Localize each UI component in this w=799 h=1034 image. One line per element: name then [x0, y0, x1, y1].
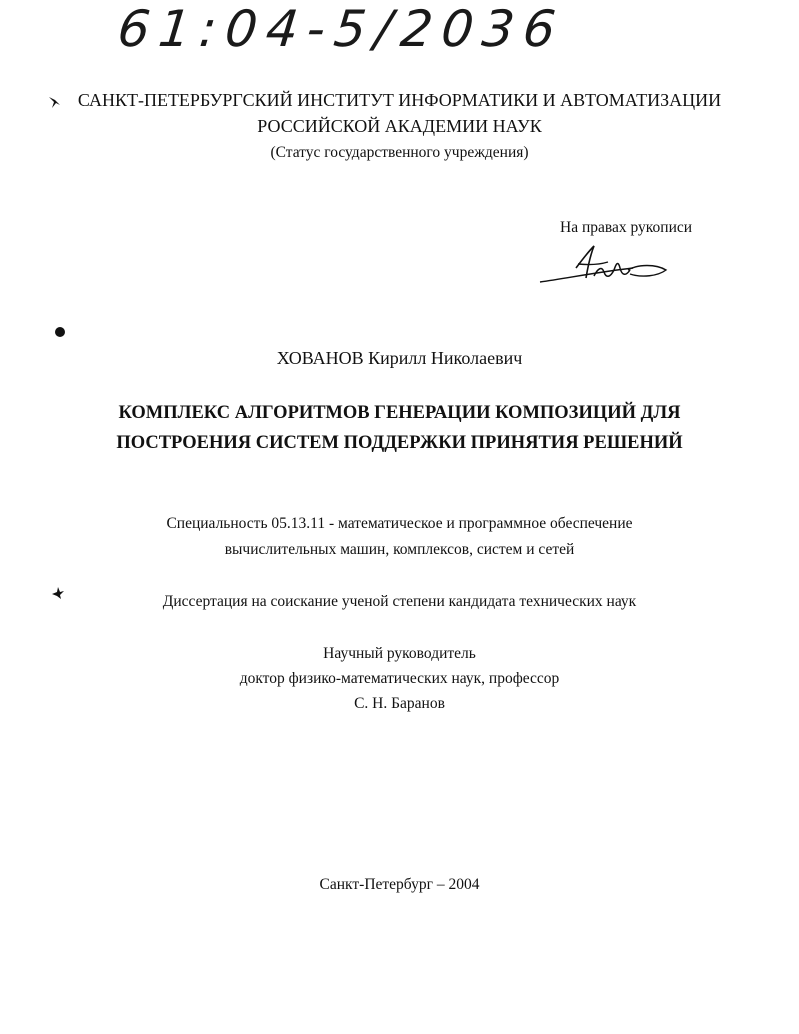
- archive-code-handwritten: 61:04-5/2036: [114, 0, 568, 58]
- institution-name-line2: РОССИЙСКОЙ АКАДЕМИИ НАУК: [257, 116, 542, 136]
- supervisor-name: С. Н. Баранов: [354, 695, 445, 712]
- supervisor-degree: доктор физико-математических наук, профессор: [239, 670, 560, 687]
- thesis-title-line2: ПОСТРОЕНИЯ СИСТЕМ ПОДДЕРЖКИ ПРИНЯТИЯ РЕШЕНИЙ: [116, 433, 683, 453]
- institution-status: (Статус государственного учреждения): [270, 144, 529, 161]
- thesis-title-line1: КОМПЛЕКС АЛГОРИТМОВ ГЕНЕРАЦИИ КОМПОЗИЦИЙ ДЛЯ: [118, 403, 681, 423]
- scan-artifact-dot: [52, 324, 68, 340]
- institution-name-line1: САНКТ-ПЕТЕРБУРГСКИЙ ИНСТИТУТ ИНФОРМАТИКИ И АВТОМАТИЗАЦИИ: [77, 90, 722, 110]
- manuscript-rights-note: На правах рукописи: [560, 219, 693, 236]
- specialty-line2: вычислительных машин, комплексов, систем и сетей: [224, 541, 575, 558]
- place-and-year: Санкт-Петербург – 2004: [319, 876, 480, 893]
- author-signature: [538, 238, 673, 288]
- author-name: ХОВАНОВ Кирилл Николаевич: [276, 348, 523, 368]
- specialty-line1: Специальность 05.13.11 - математическое и программное обеспечение: [166, 515, 633, 532]
- supervisor-label: Научный руководитель: [323, 645, 476, 662]
- dissertation-degree-note: Диссертация на соискание ученой степени кандидата технических наук: [162, 593, 637, 610]
